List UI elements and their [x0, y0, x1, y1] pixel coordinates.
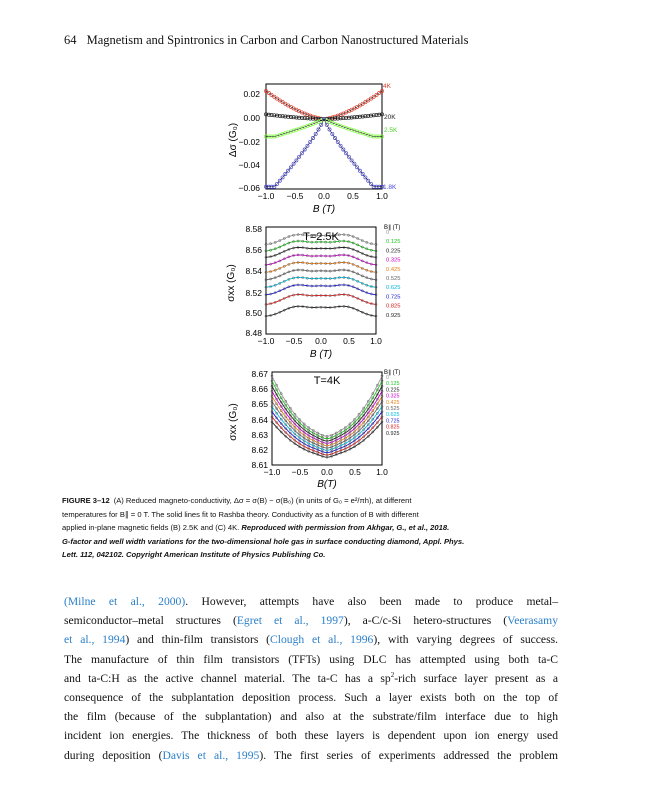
legend-entry-0.725: 0.725: [386, 294, 401, 301]
c-ytick-2: 8.65: [251, 399, 268, 409]
legend-entry-0.225: 0.225: [386, 248, 401, 255]
b-ylabel: σxx (G₀): [226, 264, 237, 302]
c-xtick-3: 0.5: [349, 467, 361, 477]
a-xtick-1: −0.5: [286, 191, 304, 201]
series-line-0.825: [266, 295, 376, 305]
legend-entry-0.325: 0.325: [386, 393, 400, 400]
a-ytick-3: −0.04: [238, 160, 260, 170]
a-temp-2-5k: 2.5K: [384, 127, 398, 134]
b-ytick-4: 8.50: [245, 308, 262, 318]
c-xtick-1: −0.5: [291, 467, 309, 477]
c-ytick-3: 8.64: [251, 415, 268, 425]
legend-entry-0.525: 0.525: [386, 406, 400, 412]
legend-entry-0.625: 0.625: [386, 285, 401, 292]
b-xtick-4: 1.0: [370, 336, 382, 346]
b-inset-label: T=2.5K: [303, 231, 339, 243]
body-line-2: semiconductor–metal structures (Egret et al., 1997), a-C/c-Si hetero-structures (Veerasamy: [64, 614, 558, 628]
figure-caption: [62, 494, 532, 562]
panel-a: [228, 83, 398, 215]
b-ytick-2: 8.54: [245, 266, 262, 276]
series-line-0.925: [266, 306, 376, 316]
c-xtick-4: 1.0: [376, 467, 388, 477]
body-line-3: et al., 1994) and thin-film transistors (Clough et al., 1996), with varying degrees of success.: [64, 633, 558, 647]
legend-entry-0.125: 0.125: [386, 239, 401, 246]
body-line-8: incident ion energies. The thickness of both these layers is dependent upon ion energy used: [64, 729, 558, 743]
body-line-5: and ta-C:H as the active channel material. The ta-C has a $sp^2$-rich surface layer present as a: [64, 670, 558, 685]
series-line-0.725: [272, 412, 382, 453]
body-line-6: consequence of the subplantation deposition process. Such a layer exists both on the top of: [64, 691, 558, 705]
caption-label: FIGURE 3–12: [62, 496, 110, 505]
a-temp-20k: 20K: [384, 114, 396, 121]
caption-line-1: (A) Reduced magneto-conductivity, Δσ = σ(B) − σ(B₀) (in units of G₀ = e²/πh), at different: [113, 496, 412, 505]
a-ytick-4: −0.06: [238, 183, 260, 193]
panel-a-frame: [266, 84, 382, 189]
a-xtick-4: 1.0: [376, 191, 388, 201]
c-ytick-1: 8.66: [251, 384, 268, 394]
legend-entry-0.525: 0.525: [386, 276, 401, 282]
b-ytick-5: 8.48: [245, 328, 262, 338]
c-ytick-5: 8.62: [251, 445, 268, 455]
b-xtick-2: 0.0: [315, 336, 327, 346]
series-line-0.725: [266, 285, 376, 295]
a-xtick-3: 0.5: [347, 191, 359, 201]
citation-milne[interactable]: (Milne et al., 2000): [64, 595, 186, 608]
panel-b: [226, 224, 401, 360]
legend-entry-0: 0: [386, 375, 389, 381]
body-line-7: the film (because of the subplantation) and also at the substrate/film interface due to high: [64, 710, 558, 724]
legend-entry-0.425: 0.425: [386, 399, 400, 406]
a-xtick-2: 0.0: [318, 191, 330, 201]
legend-entry-0.325: 0.325: [386, 257, 401, 264]
legend-entry-0.825: 0.825: [386, 303, 401, 310]
a-ytick-2: −0.02: [238, 137, 260, 147]
a-fit-2-5K: [266, 119, 382, 137]
body-line-9: during deposition (Davis et al., 1995). The first series of experiments addressed the problem: [64, 748, 558, 762]
legend-entry-0.225: 0.225: [386, 387, 400, 394]
b-xlabel: B (T): [309, 349, 333, 360]
c-xlabel: B(T): [317, 479, 337, 490]
c-ytick-6: 8.61: [251, 460, 268, 470]
legend-entry-0.425: 0.425: [386, 266, 401, 273]
legend-entry-0.825: 0.825: [386, 424, 400, 431]
a-ylabel: Δσ (G₀): [228, 122, 239, 158]
legend-entry-0.925: 0.925: [386, 430, 400, 437]
a-temp-1-8k: 1.8K: [383, 184, 397, 191]
a-xlabel: B (T): [312, 204, 336, 215]
legend-entry-0: 0: [386, 230, 390, 236]
b-ytick-3: 8.52: [245, 288, 262, 298]
b-legend-title: B∥ (T): [384, 225, 401, 231]
citation-egret[interactable]: Egret et al., 1997: [236, 614, 344, 628]
c-xtick-0: −1.0: [263, 467, 281, 477]
citation-veerasamy[interactable]: Veerasamy: [507, 614, 558, 628]
legend-entry-0.725: 0.725: [386, 418, 400, 425]
a-fit-1-8K: [266, 119, 382, 187]
citation-clough[interactable]: Clough et al., 1996: [270, 633, 374, 647]
a-ytick-0: 0.02: [243, 89, 260, 99]
c-inset-label: T=4K: [313, 375, 341, 387]
citation-veerasamy-year[interactable]: et al., 1994: [64, 633, 126, 647]
a-ytick-1: 0.00: [243, 113, 260, 123]
series-line-0.125: [272, 381, 382, 439]
panel-c: [228, 369, 400, 490]
legend-entry-0.625: 0.625: [386, 412, 400, 419]
a-temp-4k: 4K: [383, 83, 391, 90]
caption-line-2: temperatures for B∥ = 0 T. The solid lines fit to Rashba theory. Conductivity as a function of B with different: [62, 509, 419, 519]
c-legend-title: B∥ (T): [384, 370, 401, 376]
body-line-1: (Milne et al., 2000). However, attempts have also been made to produce metal–: [64, 595, 558, 608]
a-xtick-0: −1.0: [257, 191, 275, 201]
b-xtick-0: −1.0: [257, 336, 275, 346]
c-ytick-0: 8.67: [251, 369, 268, 379]
caption-credit-1: Reproduced with permission from Akhgar, G., et al., 2018.: [241, 523, 450, 532]
page-number: 64: [64, 33, 77, 47]
b-ytick-1: 8.56: [245, 245, 262, 255]
citation-davis[interactable]: Davis et al., 1995: [162, 748, 260, 762]
c-xtick-2: 0.0: [321, 467, 333, 477]
series-line-0.225: [272, 386, 382, 441]
c-ylabel: σxx (G₀): [228, 403, 239, 441]
b-xtick-1: −0.5: [285, 336, 303, 346]
legend-entry-0.125: 0.125: [386, 381, 400, 388]
running-title: Magnetism and Spintronics in Carbon and Carbon Nanostructured Materials: [86, 33, 469, 47]
body-line-4: The manufacture of thin film transistors (TFTs) using DLC has attempted using both ta-C: [64, 652, 558, 666]
legend-entry-0.925: 0.925: [386, 312, 401, 319]
c-ytick-4: 8.63: [251, 430, 268, 440]
caption-credit-2: G-factor and well width variations for the two-dimensional hole gas in surface conducting diamond, Appl. Phys.: [62, 536, 465, 546]
b-xtick-3: 0.5: [343, 336, 355, 346]
body-text: [64, 592, 558, 765]
caption-line-3: applied in-plane magnetic fields (B) 2.5K and (C) 4K.: [62, 523, 240, 532]
b-ytick-0: 8.58: [245, 224, 262, 234]
caption-credit-3: Lett. 112, 042102. Copyright American Institute of Physics Publishing Co.: [62, 550, 326, 559]
